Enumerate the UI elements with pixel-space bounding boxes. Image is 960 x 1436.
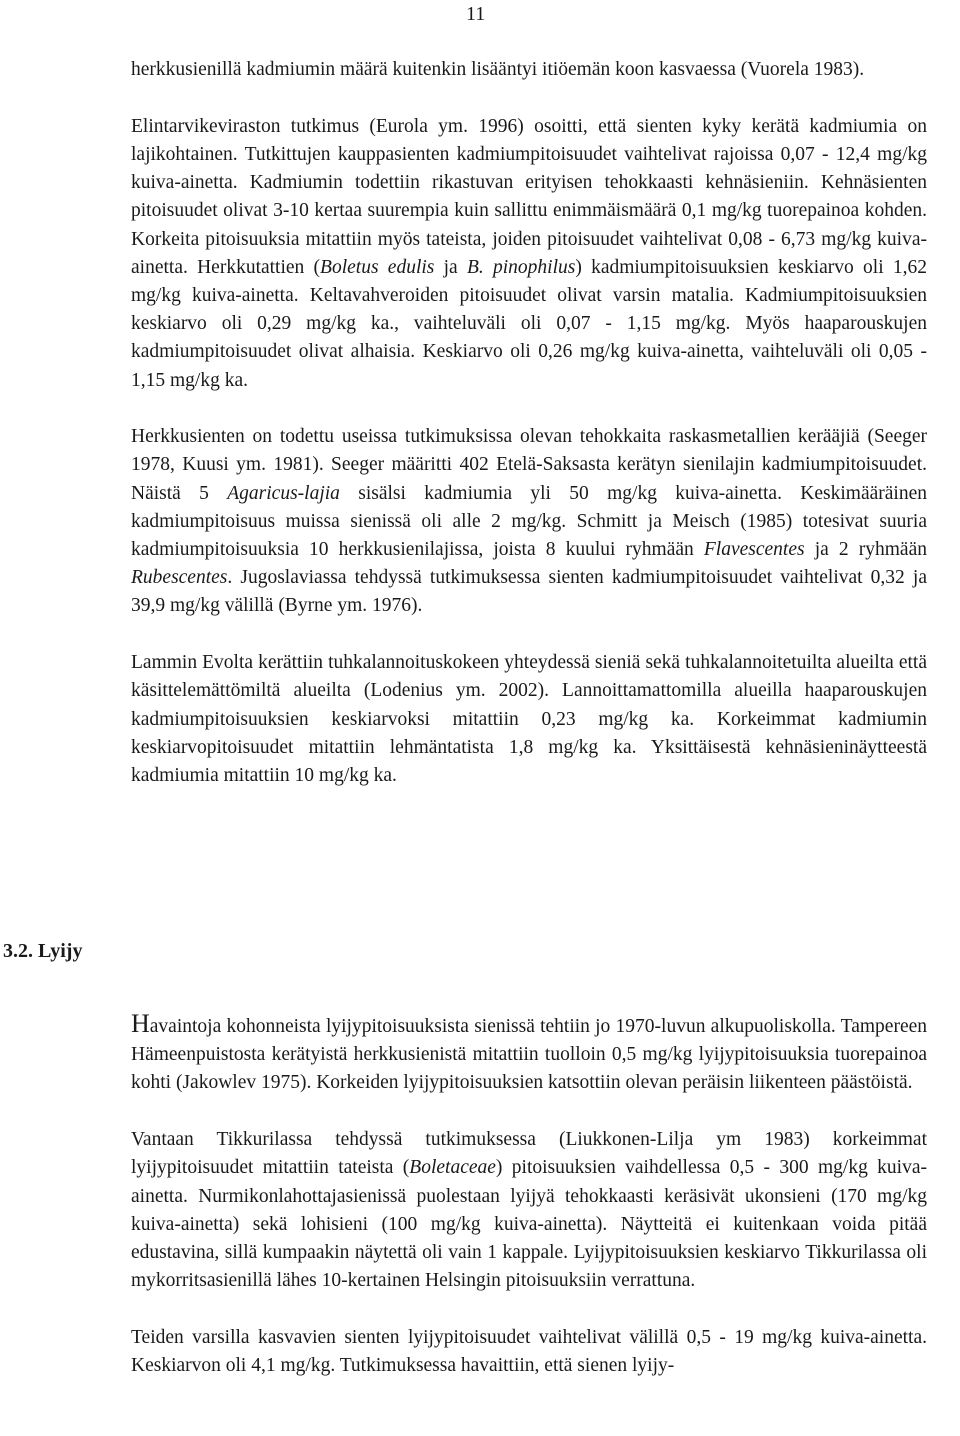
- species-name: B. pinophilus: [466, 256, 576, 278]
- text-run: . Jugoslaviassa tehdyssä tutkimuksessa sienten kadmiumpitoisuudet vaihtelivat 0,32 ja 39,9 mg/kg välillä (Byrne ym. 1976).: [131, 567, 927, 617]
- species-name: Boletus edulis: [320, 256, 435, 278]
- paragraph-herkkusienet: [131, 423, 927, 620]
- group-name: Rubescentes: [131, 567, 228, 589]
- genus-name: Agaricus-lajia: [227, 482, 340, 504]
- text-run: ) pitoisuuksien vaihdellessa 0,5 - 300 mg/kg kuiva-ainetta. Nurmikonlahottajasienissä puolestaan lyijyä tehokkaasti keräsivät ukonsieni (170 mg/kg kuiva-ainetta) sekä lohisieni (100 mg/kg kuiva-ainetta). Näytteitä ei kuitenkaan voida pitää edustavina, sillä kumpaakin näytettä oli vain 1 kappale. Lyijypitoisuuksien keskiarvo Tikkurilassa oli mykorritsasienillä lähes 10-kertainen Helsingin pitoisuuksiin verrattuna.: [131, 1157, 927, 1292]
- drop-cap: H: [131, 1009, 150, 1038]
- page-number: 11: [466, 3, 486, 25]
- section-heading: 3.2. Lyijy: [3, 940, 83, 962]
- paragraph-tikkurila: [131, 1126, 927, 1295]
- text-run: sisälsi kadmiumia yli 50 mg/kg kuiva-ainetta. Keskimääräinen kadmiumpitoisuus muissa sienissä oli alle 2 mg/kg. Schmitt ja Meisch (1985) totesivat suuria kadmiumpitoisuuksia 10 herkkusienilajissa, joista 8 kuului ryhmään: [131, 482, 927, 561]
- text-run: ja: [434, 256, 467, 278]
- text-run: ja 2 ryhmään: [804, 539, 927, 561]
- text-run: Vantaan Tikkurilassa tehdyssä tutkimuksessa (Liukkonen-Lilja ym 1983) korkeimmat lyijypitoisuudet mitattiin tateista (: [131, 1129, 927, 1179]
- group-name: Flavescentes: [703, 539, 805, 561]
- paragraph-havaintoja: [131, 1010, 927, 1098]
- text-run: Elintarvikeviraston tutkimus (Eurola ym. 1996) osoitti, että sienten kyky kerätä kadmiumia on lajikohtainen. Tutkittujen kauppasienten kadmiumpitoisuudet vaihtelivat rajoissa 0,07 - 12,4 mg/kg kuiva-ainetta. Kadmiumin todettiin rikastuvan erityisen tehokkaasti kehnäsieniin. Kehnäsienten pitoisuudet olivat 3-10 kertaa suurempia kuin sallittu enimmäismäärä 0,1 mg/kg tuorepainoa kohden. Korkeita pitoisuuksia mitattiin myös tateista, joiden pitoisuudet vaihtelivat 0,08 - 6,73 mg/kg kuiva-ainetta. Herkkutattien (: [131, 115, 927, 278]
- text-run: Herkkusienten on todettu useissa tutkimuksissa olevan tehokkaita raskasmetallien kerääjiä (Seeger 1978, Kuusi ym. 1981). Seeger määritti 402 Etelä-Saksasta kerätyn sienilajin kadmiumpitoisuudet. Näistä 5: [131, 426, 927, 504]
- text-run: ) kadmiumpitoisuuksien keskiarvo oli 1,62 mg/kg kuiva-ainetta. Keltavahveroiden pitoisuudet olivat varsin matalia. Kadmiumpitoisuuksien keskiarvo oli 0,29 mg/kg ka., vaihteluväli oli 0,07 - 1,15 mg/kg. Myös haaparouskujen kadmiumpitoisuudet olivat alhaisia. Keskiarvo oli 0,26 mg/kg kuiva-ainetta, vaihteluväli oli 0,05 - 1,15 mg/kg ka.: [131, 256, 927, 391]
- family-name: Boletaceae: [409, 1157, 496, 1179]
- body-text-bottom: [131, 1010, 927, 1409]
- paragraph-eurola: [131, 113, 927, 395]
- paragraph-teiden-varsilla: Teiden varsilla kasvavien sienten lyijypitoisuudet vaihtelivat välillä 0,5 - 19 mg/kg kuiva-ainetta. Keskiarvon oli 4,1 mg/kg. Tutkimuksessa havaittiin, että sienen lyijy-: [131, 1326, 927, 1377]
- body-text-top: [131, 56, 927, 819]
- text-run: avaintoja kohonneista lyijypitoisuuksista sienissä tehtiin jo 1970-luvun alkupuoliskolla. Tampereen Hämeenpuistosta kerätyistä herkkusienistä mitattiin tuolloin 0,5 mg/kg lyijypitoisuuksia tuorepainoa kohti (Jakowlev 1975). Korkeiden lyijypitoisuuksien katsottiin olevan peräisin liikenteen päästöistä.: [131, 1016, 927, 1094]
- paragraph-lammin-evo: Lammin Evolta kerättiin tuhkalannoituskokeen yhteydessä sieniä sekä tuhkalannoitetuilta alueilta että käsittelemättömiltä alueilta (Lodenius ym. 2002). Lannoittamattomilla alueilla haaparouskujen kadmiumpitoisuuksien keskiarvoksi mitattiin 0,23 mg/kg ka. Korkeimmat kadmiumin keskiarvopitoisuudet mitattiin lehmäntatista 1,8 mg/kg ka. Yksittäisestä kehnäsieninäytteestä kadmiumia mitattiin 10 mg/kg ka.: [131, 652, 927, 786]
- paragraph-vuorela: herkkusienillä kadmiumin määrä kuitenkin lisääntyi itiöemän koon kasvaessa (Vuorela 1983).: [131, 59, 865, 80]
